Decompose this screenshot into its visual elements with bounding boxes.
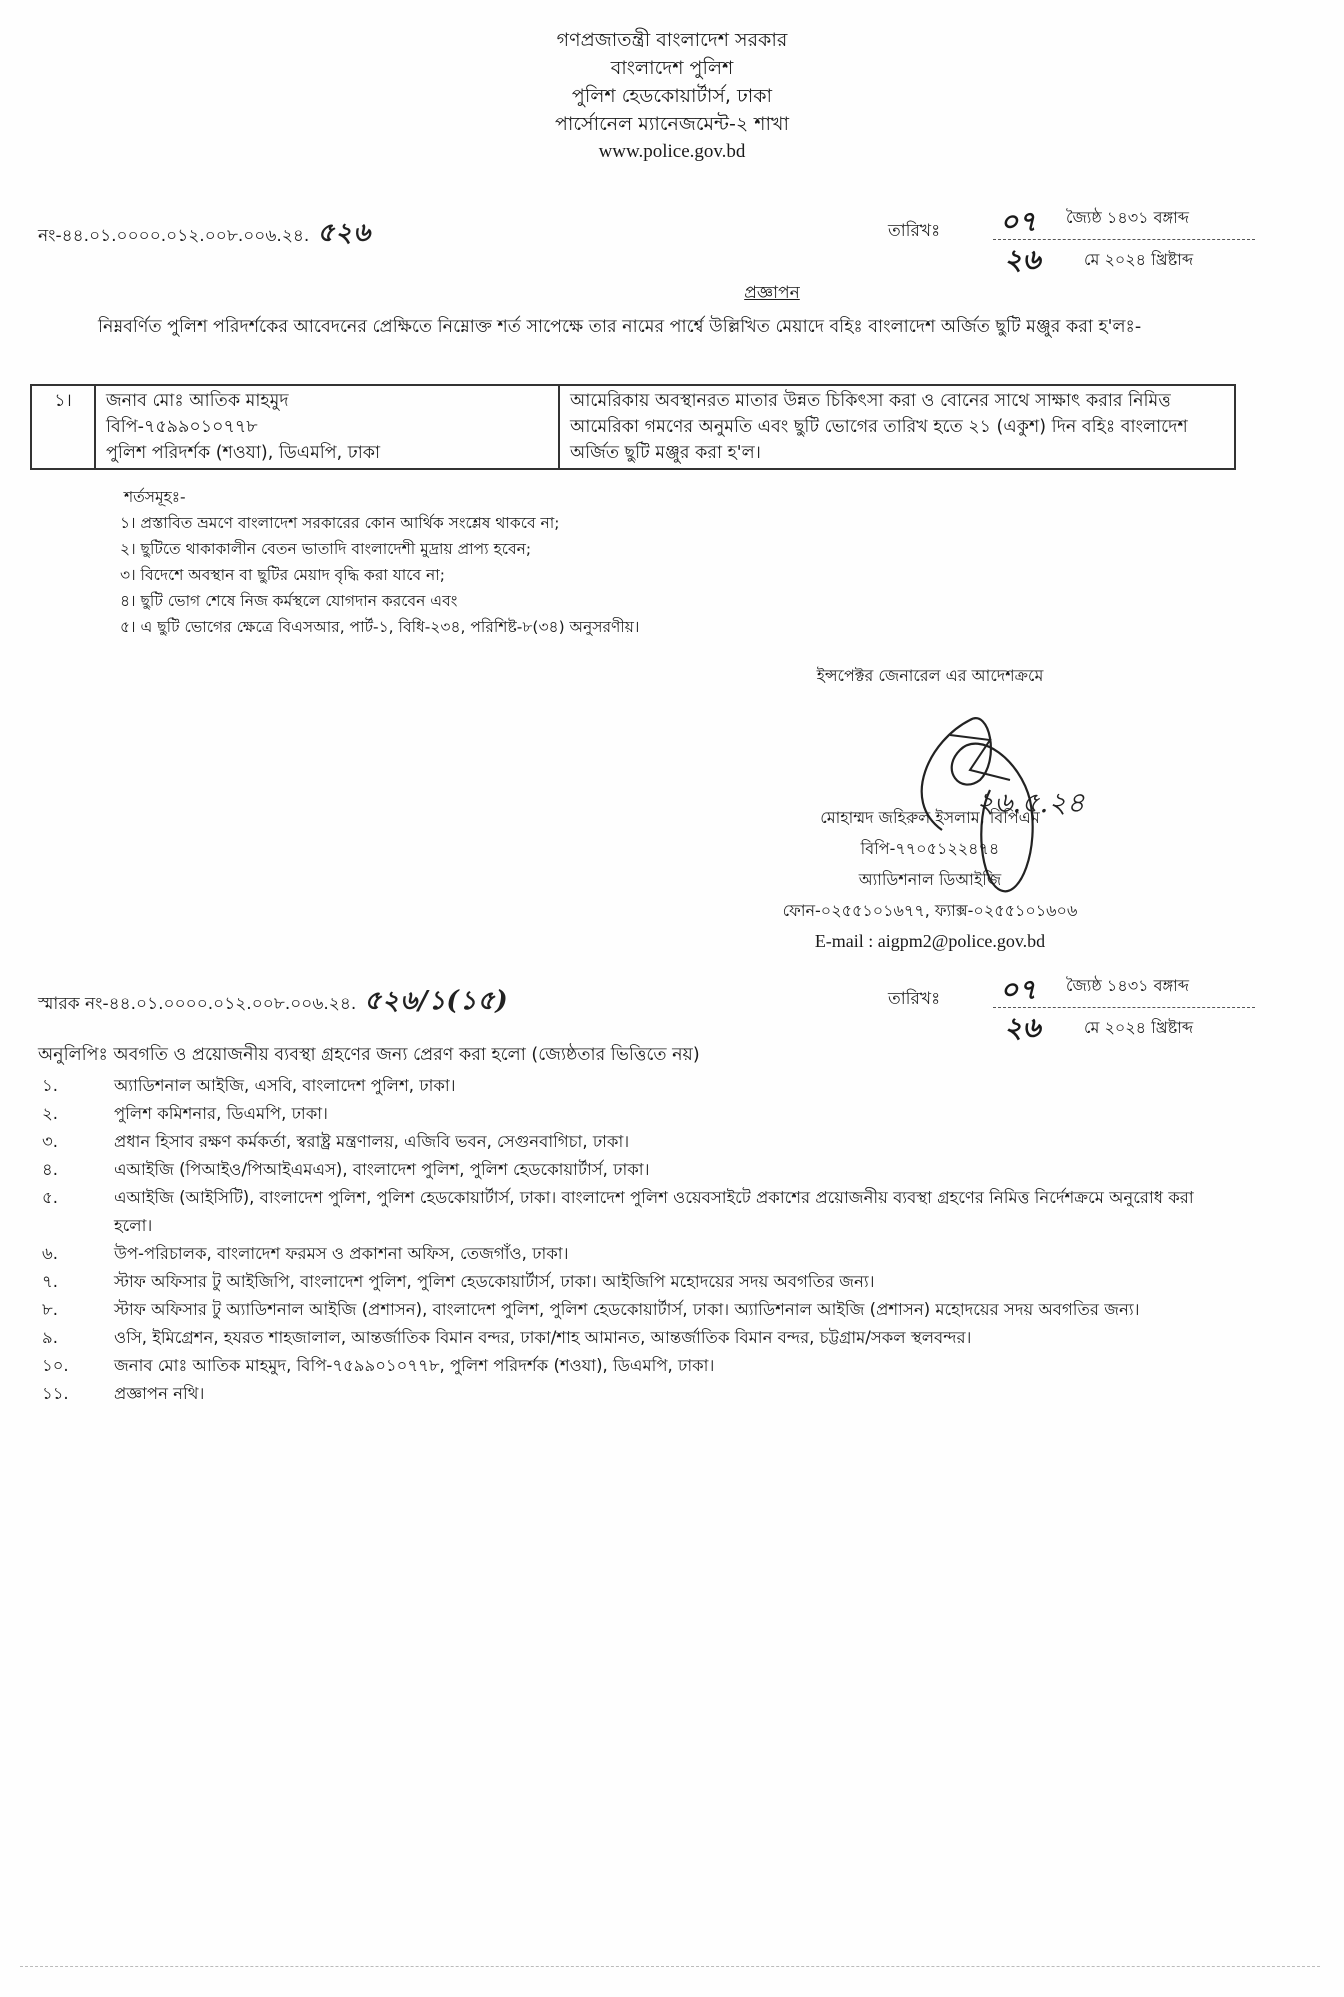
- copy-item: [42, 1100, 1232, 1128]
- condition-item: ৪। ছুটি ভোগ শেষে নিজ কর্মস্থলে যোগদান করবেন এবং: [120, 592, 458, 610]
- bangla-day-handwritten: ০৭: [1000, 973, 1037, 1006]
- serial-cell: ১।: [31, 385, 95, 469]
- signature-date: ২৬.৫.২৪: [976, 786, 1085, 819]
- government-name: গণপ্রজাতন্ত্রী বাংলাদেশ সরকার: [556, 29, 788, 51]
- handwritten-copy-memo-no: ৫২৬/১(১৫): [364, 986, 509, 1016]
- copy-item-text: স্টাফ অফিসার টু আইজিপি, বাংলাদেশ পুলিশ, পুলিশ হেডকোয়ার্টার্স, ঢাকা। আইজিপি মহোদয়ের সদয় অবগতির জন্য।: [114, 1272, 875, 1291]
- website-link[interactable]: www.police.gov.bd: [598, 141, 746, 162]
- officer-designation: পুলিশ পরিদর্শক (শওযা), ডিএমপি, ঢাকা: [106, 443, 381, 463]
- copy-item: [42, 1352, 1232, 1380]
- copy-item-number: ৭.: [42, 1272, 58, 1291]
- copy-item-number: ১১.: [42, 1384, 69, 1403]
- english-date: মে ২০২৪ খ্রিষ্টাব্দ: [1084, 250, 1194, 269]
- copy-item-text: প্রজ্ঞাপন নথি।: [114, 1384, 205, 1403]
- branch-name: পার্সোনেল ম্যানেজমেন্ট-২ শাখা: [555, 113, 789, 135]
- copy-item: [42, 1380, 1232, 1408]
- copy-item-number: ৯.: [42, 1328, 58, 1347]
- date-label: তারিখঃ: [888, 989, 941, 1009]
- copy-item: [42, 1268, 1232, 1296]
- signatory-bp: বিপি-৭৭০৫১২২৪৭৪: [860, 839, 1000, 858]
- memo-number: নং-৪৪.০১.০০০০.০১২.০০৮.০০৬.২৪.: [38, 226, 310, 246]
- notification-title: প্রজ্ঞাপন: [744, 283, 800, 303]
- leave-details-cell: আমেরিকায় অবস্থানরত মাতার উন্নত চিকিৎসা করা ও বোনের সাথে সাক্ষাৎ করার নিমিত্ত আমেরিকা গমণের অনুমতি এবং ছুটি ভোগের তারিখ হতে ২১ (একুশ) দিন বহিঃ বাংলাদেশ অর্জিত ছুটি মঞ্জুর করা হ'ল।: [559, 385, 1235, 469]
- copy-item-text: ওসি, ইমিগ্রেশন, হযরত শাহজালাল, আন্তর্জাতিক বিমান বন্দর, ঢাকা/শাহ আমানত, আন্তর্জাতিক বিমান বন্দর, চট্টগ্রাম/সকল স্থলবন্দর।: [114, 1328, 972, 1347]
- officer-cell: [95, 385, 559, 469]
- copy-list: [42, 1072, 1232, 1408]
- signatory-name: মোহাম্মদ জহিরুল ইসলাম, বিপিএম: [820, 808, 1040, 827]
- copy-item-text: স্টাফ অফিসার টু অ্যাডিশনাল আইজি (প্রশাসন), বাংলাদেশ পুলিশ, পুলিশ হেডকোয়ার্টার্স, ঢাকা। অ্যাডিশনাল আইজি (প্রশাসন) মহোদয়ের সদয় অবগতির জন্য।: [114, 1300, 1140, 1319]
- table-row: [31, 385, 1235, 469]
- copy-item: [42, 1324, 1232, 1352]
- copy-item-text: এআইজি (পিআইও/পিআইএমএস), বাংলাদেশ পুলিশ, পুলিশ হেডকোয়ার্টার্স, ঢাকা।: [114, 1160, 650, 1179]
- copy-item: [42, 1296, 1232, 1324]
- copy-item: [42, 1156, 1232, 1184]
- signatory-block: [740, 802, 1120, 957]
- copy-item-text: এআইজি (আইসিটি), বাংলাদেশ পুলিশ, পুলিশ হেডকোয়ার্টার্স, ঢাকা। বাংলাদেশ পুলিশ ওয়েবসাইটে প্রকাশের প্রয়োজনীয় ব্যবস্থা গ্রহণের নিমিত্ত নির্দেশক্রমে অনুরোধ করা হলো।: [114, 1188, 1194, 1235]
- copy-item-text: পুলিশ কমিশনার, ডিএমপি, ঢাকা।: [114, 1104, 328, 1123]
- copy-item-text: অ্যাডিশনাল আইজি, এসবি, বাংলাদেশ পুলিশ, ঢাকা।: [114, 1076, 456, 1095]
- bangla-date: জ্যৈষ্ঠ ১৪৩১ বঙ্গাব্দ: [1066, 208, 1189, 227]
- memo-number-line: [38, 212, 371, 256]
- date-block: [888, 200, 1268, 276]
- english-date: মে ২০২৪ খ্রিষ্টাব্দ: [1084, 1018, 1194, 1037]
- department-name: বাংলাদেশ পুলিশ: [610, 57, 734, 79]
- intro-paragraph: নিম্নবর্ণিত পুলিশ পরিদর্শকের আবেদনের প্রেক্ষিতে নিম্নোক্ত শর্ত সাপেক্ষে তার নামের পার্শ্বে উল্লিখিত মেয়াদে বহিঃ বাংলাদেশ অর্জিত ছুটি মঞ্জুর করা হ'লঃ-: [98, 317, 1142, 337]
- notification-title-row: [0, 280, 1344, 308]
- scan-edge-line: [20, 1966, 1320, 1967]
- copy-item: [42, 1184, 1232, 1240]
- officer-bp: বিপি-৭৫৯৯০১০৭৭৮: [106, 417, 258, 437]
- copy-item-number: ২.: [42, 1104, 58, 1123]
- copy-item-number: ৩.: [42, 1132, 58, 1151]
- copy-item-text: প্রধান হিসাব রক্ষণ কর্মকর্তা, স্বরাষ্ট্র মন্ত্রণালয়, এজিবি ভবন, সেগুনবাগিচা, ঢাকা।: [114, 1132, 630, 1151]
- condition-item: ২। ছুটিতে থাকাকালীন বেতন ভাতাদি বাংলাদেশী মুদ্রায় প্রাপ্য হবেন;: [120, 540, 532, 558]
- condition-item: ১। প্রস্তাবিত ভ্রমণে বাংলাদেশ সরকারের কোন আর্থিক সংশ্লেষ থাকবে না;: [120, 514, 560, 532]
- condition-item: ৩। বিদেশে অবস্থান বা ছুটির মেয়াদ বৃদ্ধি করা যাবে না;: [120, 566, 445, 584]
- english-day-handwritten: ২৬: [1004, 1011, 1041, 1044]
- bangla-day-handwritten: ০৭: [1000, 205, 1037, 238]
- copy-item: [42, 1128, 1232, 1156]
- copy-memo-number: স্মারক নং-৪৪.০১.০০০০.০১২.০০৮.০০৬.২৪.: [38, 994, 357, 1014]
- office-name: পুলিশ হেডকোয়ার্টার্স, ঢাকা: [571, 85, 773, 107]
- english-day-handwritten: ২৬: [1004, 243, 1041, 276]
- conditions-section: [120, 484, 640, 640]
- copy-item-number: ৫.: [42, 1188, 58, 1207]
- condition-item: ৫। এ ছুটি ভোগের ক্ষেত্রে বিএসআর, পার্ট-১, বিধি-২৩৪, পরিশিষ্ট-৮(৩৪) অনুসরণীয়।: [120, 618, 640, 636]
- copy-memo-line: [38, 980, 509, 1024]
- copy-item-number: ৮.: [42, 1300, 58, 1319]
- copy-item-number: ৪.: [42, 1160, 58, 1179]
- signatory-email[interactable]: E-mail : aigpm2@police.gov.bd: [814, 931, 1046, 951]
- date-label: তারিখঃ: [888, 221, 941, 241]
- bangla-date: জ্যৈষ্ঠ ১৪৩১ বঙ্গাব্দ: [1066, 976, 1189, 995]
- copy-item-number: ৬.: [42, 1244, 58, 1263]
- signatory-designation: অ্যাডিশনাল ডিআইজি: [858, 870, 1002, 889]
- order-line: ইন্সপেক্টর জেনারেল এর আদেশক্রমে: [816, 666, 1044, 685]
- signatory-phone: ফোন-০২৫৫১০১৬৭৭, ফ্যাক্স-০২৫৫১০১৬০৬: [782, 901, 1078, 920]
- letterhead: [0, 26, 1344, 166]
- copy-item-text: উপ-পরিচালক, বাংলাদেশ ফরমস ও প্রকাশনা অফিস, তেজগাঁও, ঢাকা।: [114, 1244, 569, 1263]
- officer-name: জনাব মোঃ আতিক মাহমুদ: [106, 391, 289, 411]
- copy-item-number: ১.: [42, 1076, 58, 1095]
- grant-table: [30, 384, 1236, 470]
- handwritten-memo-no: ৫২৬: [317, 218, 371, 248]
- conditions-heading: শর্তসমূহঃ-: [124, 488, 186, 506]
- signature-stroke: [950, 735, 1010, 780]
- copy-item: [42, 1240, 1232, 1268]
- copy-date-block: [888, 968, 1268, 1044]
- copy-heading: অনুলিপিঃ অবগতি ও প্রয়োজনীয় ব্যবস্থা গ্রহণের জন্য প্রেরণ করা হলো (জ্যেষ্ঠতার ভিত্তিতে নয়): [38, 1045, 700, 1065]
- copy-item-number: ১০.: [42, 1356, 69, 1375]
- copy-item-text: জনাব মোঃ আতিক মাহমুদ, বিপি-৭৫৯৯০১০৭৭৮, পুলিশ পরিদর্শক (শওযা), ডিএমপি, ঢাকা।: [114, 1356, 715, 1375]
- copy-item: [42, 1072, 1232, 1100]
